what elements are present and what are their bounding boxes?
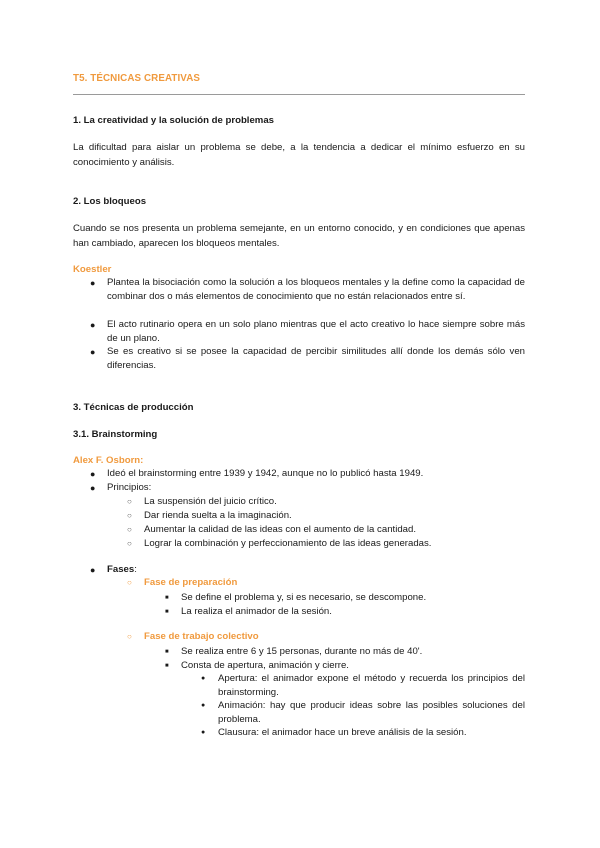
bullet-icon: ●: [201, 675, 206, 682]
koestler-item-2: El acto rutinario opera en un solo plano mientras que el acto creativo lo hace siempre sobre más de un plano.: [107, 319, 525, 344]
document-title: T5. TÉCNICAS CREATIVAS: [73, 73, 201, 84]
bullet-icon: ●: [90, 565, 96, 575]
bullet-icon: ●: [201, 702, 206, 709]
fases-label: [107, 563, 137, 577]
bullet-icon: ●: [201, 729, 206, 736]
fase1-item-1: Se define el problema y, si es necesario, se descompone.: [181, 592, 427, 603]
fase-preparacion-label: Fase de preparación: [144, 577, 238, 588]
hollow-bullet-icon: ○: [127, 578, 132, 587]
bullet-icon: ●: [90, 320, 96, 330]
square-bullet-icon: ■: [165, 663, 169, 669]
section3-heading: 3. Técnicas de producción: [73, 402, 194, 413]
square-bullet-icon: ■: [165, 609, 169, 615]
principle-4: Lograr la combinación y perfeccionamiento de las ideas generadas.: [144, 538, 432, 549]
bullet-icon: ●: [90, 469, 96, 479]
principios-label: Principios:: [107, 482, 152, 493]
osborn-item-1: Ideó el brainstorming entre 1939 y 1942, aunque no lo publicó hasta 1949.: [107, 468, 424, 479]
fase1-item-2: La realiza el animador de la sesión.: [181, 606, 332, 617]
section1-heading: 1. La creatividad y la solución de problemas: [73, 115, 275, 126]
koestler-item-3: Se es creativo si se posee la capacidad de percibir similitudes allí donde los demás sólo ven diferencias.: [107, 346, 525, 371]
square-bullet-icon: ■: [165, 595, 169, 601]
principle-3: Aumentar la calidad de las ideas con el aumento de la cantidad.: [144, 524, 416, 535]
fases-label-text: Fases: [107, 564, 135, 575]
koestler-label: Koestler: [73, 264, 112, 275]
hollow-bullet-icon: ○: [127, 525, 132, 534]
title-divider: [73, 94, 525, 95]
fase2-subitem-3: Clausura: el animador hace un breve análisis de la sesión.: [218, 727, 467, 738]
fase2-subitem-1: Apertura: el animador expone el método y recuerda los principios del brainstorming.: [218, 673, 525, 698]
section1-paragraph: La dificultad para aislar un problema se debe, a la tendencia a dedicar el mínimo esfuerzo en su conocimiento y análisis.: [73, 142, 525, 168]
fase-trabajo-label: Fase de trabajo colectivo: [144, 631, 259, 642]
principle-1: La suspensión del juicio crítico.: [144, 496, 277, 507]
hollow-bullet-icon: ○: [127, 539, 132, 548]
koestler-item-1: Plantea la bisociación como la solución a los bloqueos mentales y la define como la capacidad de combinar dos o más elementos de conocimiento que no están relacionados entre sí.: [107, 277, 525, 302]
fases-colon: :: [134, 564, 137, 575]
fase2-subitem-2: Animación: hay que producir ideas sobre las posibles soluciones del problema.: [218, 700, 525, 725]
hollow-bullet-icon: ○: [127, 632, 132, 641]
fase2-item-2: Consta de apertura, animación y cierre.: [181, 660, 349, 671]
osborn-label: Alex F. Osborn:: [73, 455, 144, 466]
bullet-icon: ●: [90, 278, 96, 288]
hollow-bullet-icon: ○: [127, 511, 132, 520]
section2-paragraph: Cuando se nos presenta un problema semejante, en un entorno conocido, y en condiciones que apenas han cambiado, aparecen los bloqueos mentales.: [73, 223, 525, 249]
principle-2: Dar rienda suelta a la imaginación.: [144, 510, 292, 521]
square-bullet-icon: ■: [165, 649, 169, 655]
bullet-icon: ●: [90, 347, 96, 357]
brainstorming-subheading: 3.1. Brainstorming: [73, 429, 158, 440]
hollow-bullet-icon: ○: [127, 497, 132, 506]
fase2-item-1: Se realiza entre 6 y 15 personas, durante no más de 40'.: [181, 646, 423, 657]
section2-heading: 2. Los bloqueos: [73, 196, 147, 207]
bullet-icon: ●: [90, 483, 96, 493]
